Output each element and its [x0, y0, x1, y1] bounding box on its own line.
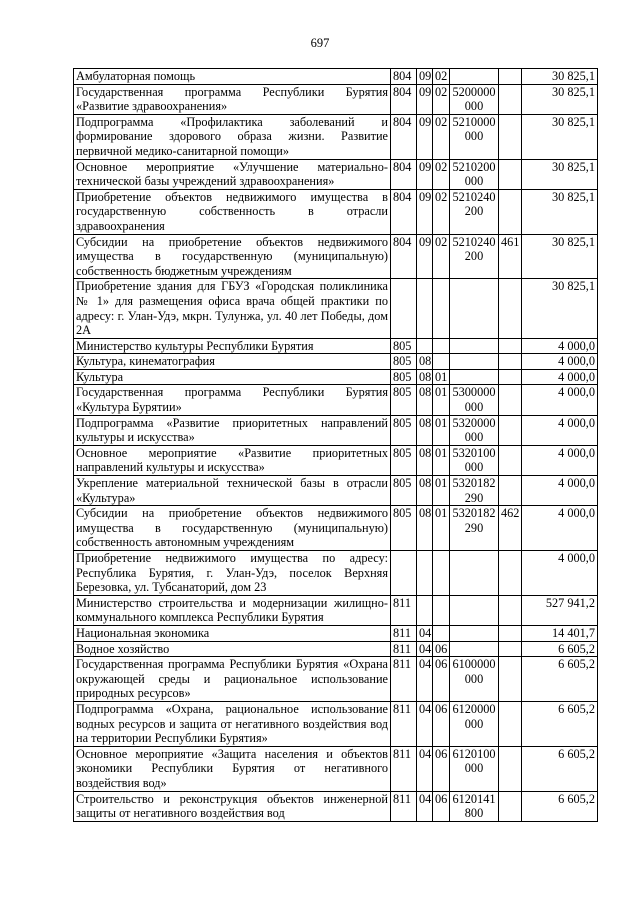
admin-code: 805 — [391, 354, 417, 370]
amount: 4 000,0 — [522, 385, 598, 415]
row-name: Приобретение недвижимого имущества по адресу: Республика Бурятия, г. Улан-Удэ, поселок Верхняя Березовка, ул. Тубсанаторий, дом 23 — [74, 551, 391, 596]
admin-code: 805 — [391, 385, 417, 415]
target-article-code — [450, 641, 499, 657]
subsection-code — [433, 279, 450, 338]
expense-type-code — [499, 551, 522, 596]
expense-type-code — [499, 279, 522, 338]
table-row — [74, 701, 598, 746]
target-article-code: 6120000 000 — [450, 701, 499, 746]
target-article-code: 5320100 000 — [450, 445, 499, 475]
subsection-code: 01 — [433, 506, 450, 551]
table-row — [74, 415, 598, 445]
row-name: Основное мероприятие «Развитие приоритетных направлений культуры и искусства» — [74, 445, 391, 475]
expense-type-code — [499, 746, 522, 791]
row-name: Государственная программа Республики Бурятия «Культура Бурятии» — [74, 385, 391, 415]
admin-code: 805 — [391, 476, 417, 506]
expense-type-code — [499, 385, 522, 415]
subsection-code: 06 — [433, 657, 450, 702]
section-code: 09 — [417, 114, 433, 159]
admin-code: 804 — [391, 114, 417, 159]
amount: 4 000,0 — [522, 415, 598, 445]
table-row — [74, 595, 598, 625]
subsection-code: 06 — [433, 746, 450, 791]
table-row — [74, 114, 598, 159]
expense-type-code: 462 — [499, 506, 522, 551]
target-article-code: 5320000 000 — [450, 415, 499, 445]
subsection-code: 02 — [433, 234, 450, 279]
table-row — [74, 506, 598, 551]
table-row — [74, 746, 598, 791]
section-code — [417, 279, 433, 338]
section-code: 09 — [417, 69, 433, 85]
subsection-code: 02 — [433, 159, 450, 189]
admin-code: 811 — [391, 657, 417, 702]
target-article-code: 5210240 200 — [450, 234, 499, 279]
table-row — [74, 84, 598, 114]
admin-code: 811 — [391, 701, 417, 746]
subsection-code: 02 — [433, 84, 450, 114]
admin-code: 811 — [391, 791, 417, 821]
expense-type-code — [499, 69, 522, 85]
expense-type-code — [499, 701, 522, 746]
section-code: 04 — [417, 701, 433, 746]
target-article-code: 5200000 000 — [450, 84, 499, 114]
row-name: Субсидии на приобретение объектов недвижимого имущества в государственную (муниципальную) собственность автономным учреждениям — [74, 506, 391, 551]
expense-type-code — [499, 189, 522, 234]
subsection-code: 01 — [433, 369, 450, 385]
row-name: Основное мероприятие «Защита населения и объектов экономики Республики Бурятия от негативного воздействия вод» — [74, 746, 391, 791]
row-name: Подпрограмма «Профилактика заболеваний и формирование здорового образа жизни. Развитие первичной медико-санитарной помощи» — [74, 114, 391, 159]
subsection-code — [433, 551, 450, 596]
expense-type-code — [499, 791, 522, 821]
subsection-code: 02 — [433, 69, 450, 85]
page-number: 697 — [310, 36, 330, 50]
row-name: Основное мероприятие «Улучшение материально-технической базы учреждений здравоохранения» — [74, 159, 391, 189]
section-code — [417, 338, 433, 354]
section-code: 09 — [417, 234, 433, 279]
admin-code: 805 — [391, 415, 417, 445]
target-article-code: 5320182 290 — [450, 506, 499, 551]
section-code — [417, 551, 433, 596]
amount: 30 825,1 — [522, 69, 598, 85]
admin-code: 805 — [391, 445, 417, 475]
section-code: 09 — [417, 189, 433, 234]
table-row — [74, 69, 598, 85]
target-article-code — [450, 551, 499, 596]
subsection-code: 02 — [433, 189, 450, 234]
target-article-code: 5210240 200 — [450, 189, 499, 234]
expense-type-code — [499, 476, 522, 506]
table-row — [74, 657, 598, 702]
section-code — [417, 595, 433, 625]
subsection-code — [433, 354, 450, 370]
table-row — [74, 234, 598, 279]
admin-code: 811 — [391, 641, 417, 657]
target-article-code — [450, 595, 499, 625]
row-name: Укрепление материальной технической базы в отрасли «Культура» — [74, 476, 391, 506]
row-name: Приобретение объектов недвижимого имущества в государственную собственность в отрасли здравоохранения — [74, 189, 391, 234]
section-code: 08 — [417, 415, 433, 445]
amount: 4 000,0 — [522, 354, 598, 370]
subsection-code: 06 — [433, 791, 450, 821]
amount: 4 000,0 — [522, 369, 598, 385]
admin-code: 811 — [391, 625, 417, 641]
admin-code: 805 — [391, 369, 417, 385]
target-article-code — [450, 625, 499, 641]
amount: 30 825,1 — [522, 279, 598, 338]
admin-code — [391, 279, 417, 338]
subsection-code: 06 — [433, 641, 450, 657]
admin-code: 804 — [391, 234, 417, 279]
expense-type-code — [499, 415, 522, 445]
expense-type-code — [499, 625, 522, 641]
row-name: Подпрограмма «Охрана, рациональное использование водных ресурсов и защита от негативного воздействия вод на территории Республики Бурятия» — [74, 701, 391, 746]
row-name: Культура — [74, 369, 391, 385]
table-row — [74, 354, 598, 370]
target-article-code — [450, 338, 499, 354]
subsection-code: 06 — [433, 701, 450, 746]
table-row — [74, 641, 598, 657]
section-code: 04 — [417, 641, 433, 657]
table-row — [74, 338, 598, 354]
row-name: Национальная экономика — [74, 625, 391, 641]
table-row — [74, 551, 598, 596]
section-code: 08 — [417, 506, 433, 551]
subsection-code — [433, 625, 450, 641]
target-article-code — [450, 354, 499, 370]
section-code: 04 — [417, 791, 433, 821]
row-name: Министерство культуры Республики Бурятия — [74, 338, 391, 354]
table-row — [74, 385, 598, 415]
section-code: 08 — [417, 369, 433, 385]
expense-type-code — [499, 445, 522, 475]
table-row — [74, 159, 598, 189]
section-code: 08 — [417, 445, 433, 475]
table-row — [74, 189, 598, 234]
expense-type-code — [499, 369, 522, 385]
subsection-code — [433, 338, 450, 354]
table-row — [74, 476, 598, 506]
target-article-code: 6120141 800 — [450, 791, 499, 821]
section-code: 08 — [417, 385, 433, 415]
target-article-code: 6120100 000 — [450, 746, 499, 791]
admin-code: 805 — [391, 506, 417, 551]
target-article-code — [450, 69, 499, 85]
section-code: 04 — [417, 625, 433, 641]
admin-code: 811 — [391, 746, 417, 791]
section-code: 09 — [417, 159, 433, 189]
amount: 4 000,0 — [522, 506, 598, 551]
section-code: 04 — [417, 746, 433, 791]
expense-type-code: 461 — [499, 234, 522, 279]
admin-code: 804 — [391, 84, 417, 114]
admin-code: 804 — [391, 159, 417, 189]
amount: 6 605,2 — [522, 657, 598, 702]
target-article-code — [450, 369, 499, 385]
table-row — [74, 279, 598, 338]
amount: 30 825,1 — [522, 84, 598, 114]
admin-code: 805 — [391, 338, 417, 354]
expense-type-code — [499, 114, 522, 159]
subsection-code: 01 — [433, 476, 450, 506]
amount: 4 000,0 — [522, 551, 598, 596]
row-name: Водное хозяйство — [74, 641, 391, 657]
table-row — [74, 625, 598, 641]
amount: 527 941,2 — [522, 595, 598, 625]
amount: 14 401,7 — [522, 625, 598, 641]
target-article-code: 6100000 000 — [450, 657, 499, 702]
section-code: 04 — [417, 657, 433, 702]
amount: 4 000,0 — [522, 445, 598, 475]
expense-type-code — [499, 84, 522, 114]
admin-code: 811 — [391, 595, 417, 625]
table-row — [74, 445, 598, 475]
amount: 30 825,1 — [522, 189, 598, 234]
row-name: Культура, кинематография — [74, 354, 391, 370]
amount: 30 825,1 — [522, 114, 598, 159]
amount: 4 000,0 — [522, 338, 598, 354]
amount: 30 825,1 — [522, 159, 598, 189]
expense-type-code — [499, 641, 522, 657]
row-name: Приобретение здания для ГБУЗ «Городская поликлиника № 1» для размещения офиса врача общей практики по адресу: г. Улан-Удэ, мкрн. Тулунжа, ул. 40 лет Победы, дом 2А — [74, 279, 391, 338]
target-article-code: 5300000 000 — [450, 385, 499, 415]
subsection-code — [433, 595, 450, 625]
admin-code: 804 — [391, 69, 417, 85]
amount: 6 605,2 — [522, 746, 598, 791]
target-article-code: 5210000 000 — [450, 114, 499, 159]
row-name: Субсидии на приобретение объектов недвижимого имущества в государственную (муниципальную) собственность бюджетным учреждениям — [74, 234, 391, 279]
expense-type-code — [499, 354, 522, 370]
amount: 6 605,2 — [522, 791, 598, 821]
subsection-code: 01 — [433, 385, 450, 415]
row-name: Государственная программа Республики Бурятия «Развитие здравоохранения» — [74, 84, 391, 114]
admin-code — [391, 551, 417, 596]
amount: 6 605,2 — [522, 641, 598, 657]
admin-code: 804 — [391, 189, 417, 234]
subsection-code: 02 — [433, 114, 450, 159]
target-article-code: 5320182 290 — [450, 476, 499, 506]
amount: 30 825,1 — [522, 234, 598, 279]
section-code: 08 — [417, 476, 433, 506]
section-code: 09 — [417, 84, 433, 114]
subsection-code: 01 — [433, 445, 450, 475]
row-name: Строительство и реконструкция объектов инженерной защиты от негативного воздействия вод — [74, 791, 391, 821]
budget-table — [73, 68, 598, 822]
row-name: Подпрограмма «Развитие приоритетных направлений культуры и искусства» — [74, 415, 391, 445]
row-name: Государственная программа Республики Бурятия «Охрана окружающей среды и рациональное использование природных ресурсов» — [74, 657, 391, 702]
subsection-code: 01 — [433, 415, 450, 445]
expense-type-code — [499, 657, 522, 702]
amount: 4 000,0 — [522, 476, 598, 506]
row-name: Амбулаторная помощь — [74, 69, 391, 85]
target-article-code — [450, 279, 499, 338]
budget-table-body — [74, 69, 598, 822]
target-article-code: 5210200 000 — [450, 159, 499, 189]
table-row — [74, 369, 598, 385]
table-row — [74, 791, 598, 821]
amount: 6 605,2 — [522, 701, 598, 746]
row-name: Министерство строительства и модернизации жилищно-коммунального комплекса Республики Бурятия — [74, 595, 391, 625]
expense-type-code — [499, 595, 522, 625]
expense-type-code — [499, 159, 522, 189]
expense-type-code — [499, 338, 522, 354]
section-code: 08 — [417, 354, 433, 370]
